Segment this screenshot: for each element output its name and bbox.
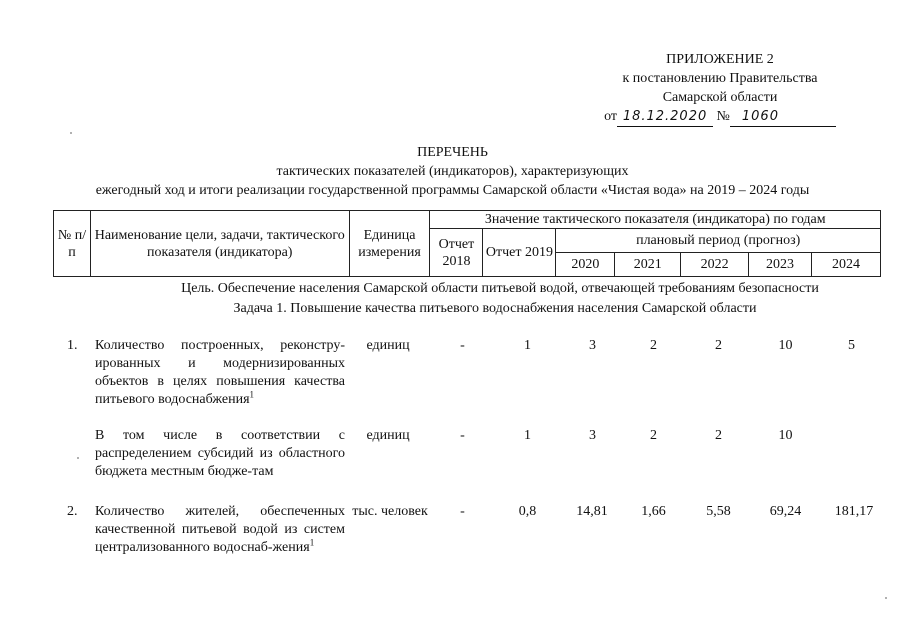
appendix-line2: к постановлению Правительства xyxy=(622,71,818,86)
header-year-2022: 2022 xyxy=(681,253,749,277)
scan-speck xyxy=(70,132,72,134)
row1-name xyxy=(95,337,345,409)
row1a-unit: единиц xyxy=(366,428,410,443)
row2-2019: 0,8 xyxy=(518,504,537,519)
row2-footnote: 1 xyxy=(309,537,315,548)
appendix-title: ПРИЛОЖЕНИЕ 2 xyxy=(666,52,774,67)
scan-speck xyxy=(885,597,887,599)
date-prefix: от xyxy=(604,109,618,124)
row1-name-text: Количество построенных, реконстру-ированных и модернизированных объектов в целях повышения качества питьевого водоснабжения xyxy=(95,338,345,407)
row1a-2022: 2 xyxy=(715,428,722,443)
row2-unit: тыс. человек xyxy=(352,504,428,519)
row1a-2019: 1 xyxy=(524,428,531,443)
header-col-no: № п/п xyxy=(54,211,91,277)
row1a-2023: 10 xyxy=(778,428,793,443)
scan-speck xyxy=(77,457,79,459)
row1-2022: 2 xyxy=(715,338,722,353)
row1a-name: В том числе в соответствии с распределением субсидий из областного бюджета местным бюдже-там xyxy=(95,428,345,479)
header-col-unit: Единица измерения xyxy=(349,211,430,277)
row1a-2020: 3 xyxy=(589,428,596,443)
number-prefix: № xyxy=(716,109,730,124)
header-values-by-year: Значение тактического показателя (индикатора) по годам xyxy=(430,211,881,229)
row1-unit: единиц xyxy=(366,338,410,353)
row1a-2018: - xyxy=(460,428,465,443)
header-year-2024: 2024 xyxy=(812,253,881,277)
row1a-2021: 2 xyxy=(650,428,657,443)
handwritten-number: 1060 xyxy=(730,107,836,127)
row2-name-text: Количество жителей, обеспеченных качественной питьевой водой из систем централизованного водоснаб-жения xyxy=(95,504,345,555)
row1-2018: - xyxy=(460,338,465,353)
header-year-2020: 2020 xyxy=(556,253,615,277)
handwritten-date: 18.12.2020 xyxy=(617,107,713,127)
document-heading xyxy=(0,143,905,200)
task-text: Задача 1. Повышение качества питьевого водоснабжения населения Самарской области xyxy=(233,301,757,316)
row2-2023: 69,24 xyxy=(769,504,802,519)
heading-line3: ежегодный ход и итоги реализации государственной программы Самарской области «Чистая вода» на 2019 – 2024 годы xyxy=(95,183,810,198)
row1-2020: 3 xyxy=(589,338,596,353)
heading-title: ПЕРЕЧЕНЬ xyxy=(417,145,488,160)
row2-2021: 1,66 xyxy=(641,504,666,519)
row2-number: 2. xyxy=(67,504,78,519)
header-year-2023: 2023 xyxy=(749,253,812,277)
row2-2024: 181,17 xyxy=(834,504,874,519)
goal-text: Цель. Обеспечение населения Самарской области питьевой водой, отвечающей требованиям безопасности xyxy=(181,281,819,296)
row1-2024: 5 xyxy=(848,338,855,353)
table-header xyxy=(53,210,881,277)
header-report-2018: Отчет 2018 xyxy=(430,229,483,277)
row2-name xyxy=(95,503,345,557)
heading-line2: тактических показателей (индикаторов), характеризующих xyxy=(276,164,629,179)
row1-2021: 2 xyxy=(650,338,657,353)
row2-2022: 5,58 xyxy=(706,504,731,519)
appendix-line3: Самарской области xyxy=(662,90,778,105)
header-col-name: Наименование цели, задачи, тактического показателя (индикатора) xyxy=(90,211,349,277)
row1-2019: 1 xyxy=(524,338,531,353)
header-planning-period: плановый период (прогноз) xyxy=(556,229,881,253)
row1-footnote: 1 xyxy=(249,389,255,400)
header-year-2021: 2021 xyxy=(615,253,681,277)
header-report-2019: Отчет 2019 xyxy=(483,229,556,277)
row2-2018: - xyxy=(460,504,465,519)
row1-number: 1. xyxy=(67,338,78,353)
row2-2020: 14,81 xyxy=(576,504,608,519)
appendix-block xyxy=(560,50,880,127)
row1-2023: 10 xyxy=(778,338,793,353)
appendix-date-line xyxy=(560,107,880,127)
